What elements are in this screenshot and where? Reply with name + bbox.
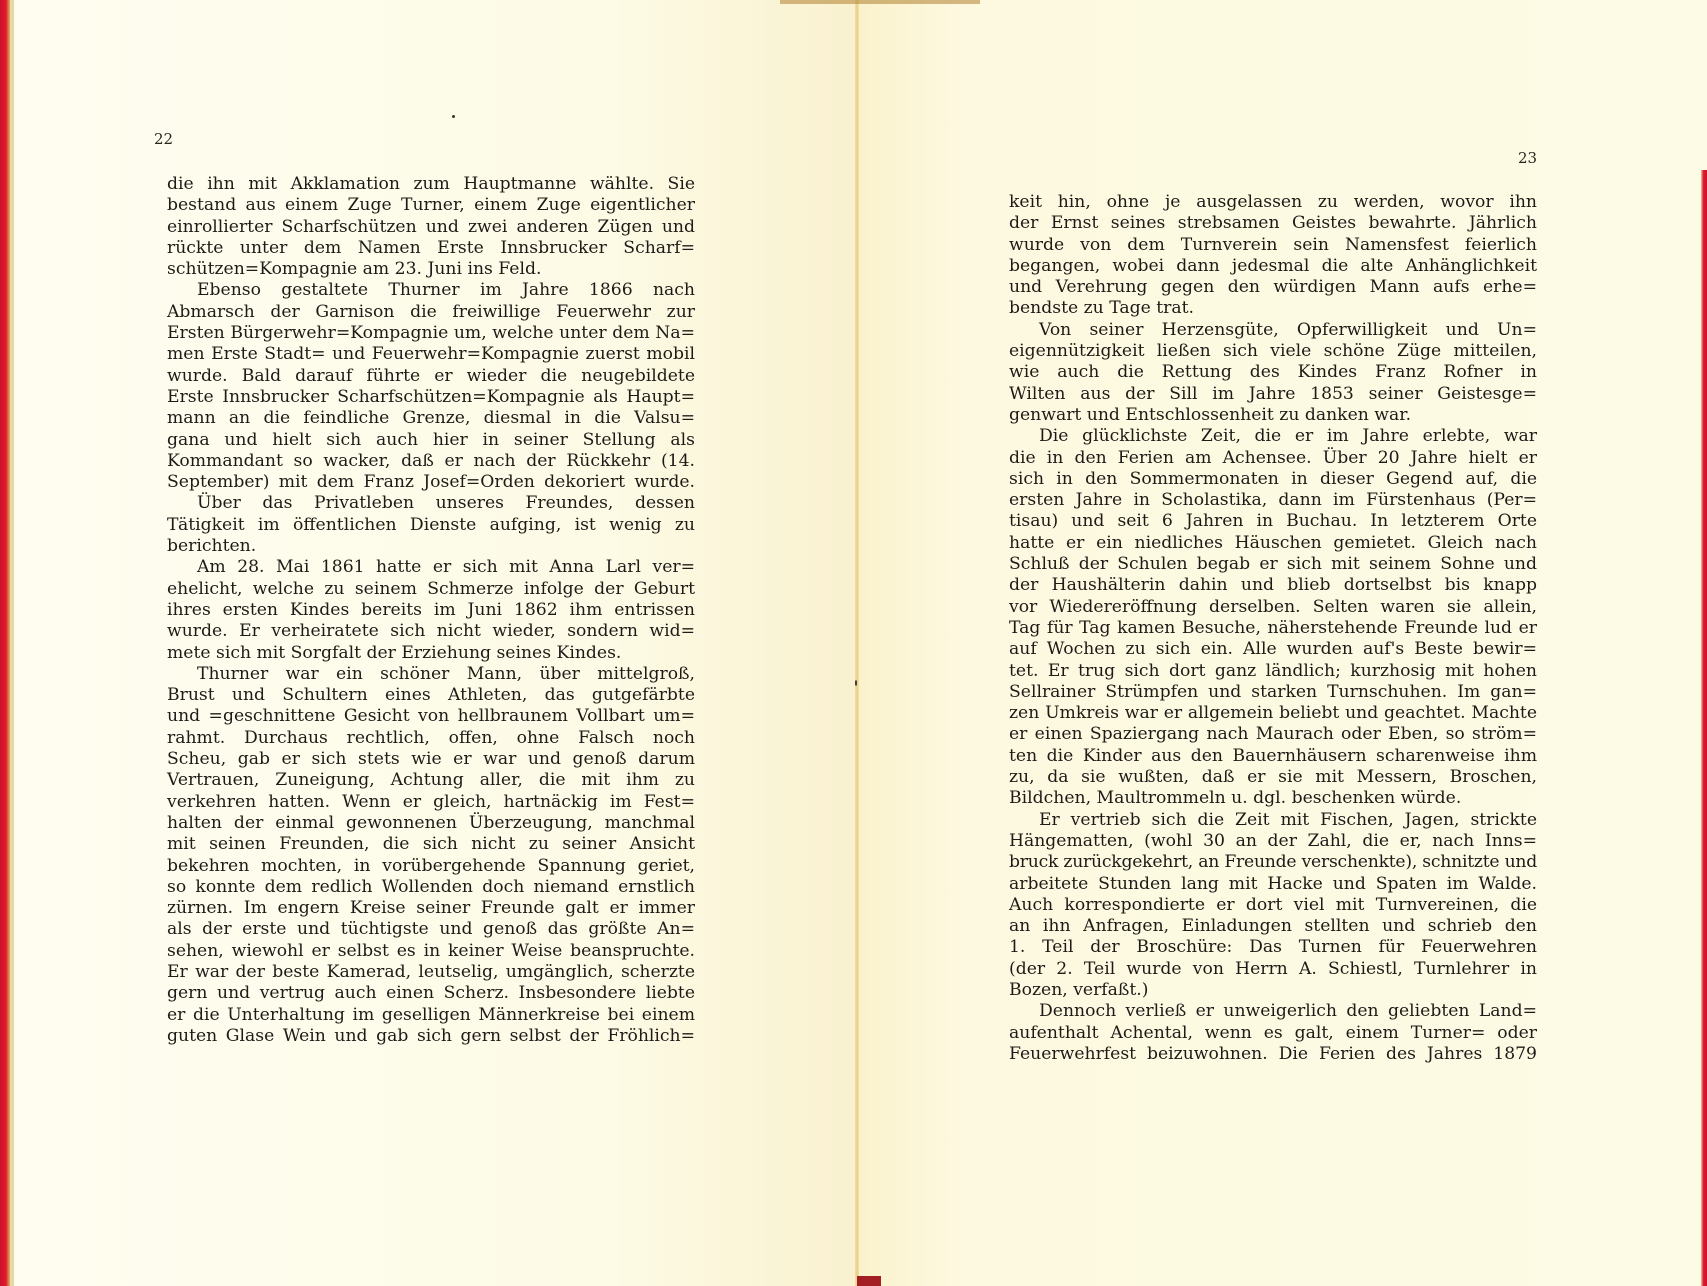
text-line: Über das Privatleben unseres Freundes, dessen (197, 493, 695, 514)
left-page-text (167, 174, 695, 1047)
text-line: einrollierter Scharfschützen und zwei anderen Zügen und (167, 216, 695, 237)
binding-shadow (780, 0, 980, 4)
text-line: Hängematten, (wohl 30 an der Zahl, die er, nach Inns= (1009, 830, 1537, 851)
text-line: der Ernst seines strebsamen Geistes bewahrte. Jährlich (1009, 213, 1537, 234)
text-line: Wilten aus der Sill im Jahre 1853 seiner Geistesge= (1009, 383, 1537, 404)
text-line: ihres ersten Kindes bereits im Juni 1862 ihm entrissen (167, 599, 695, 620)
text-line: mit seinen Freunden, die sich nicht zu seiner Ansicht (167, 834, 695, 855)
text-line: Bozen, verfaßt.) (1009, 979, 1149, 1000)
book-gutter (855, 0, 859, 1286)
text-line: Ersten Bürgerwehr=Kompagnie um, welche unter dem Na= (167, 323, 695, 344)
text-line: guten Glase Wein und gab sich gern selbst der Fröhlich= (167, 1025, 695, 1046)
text-line: vor Wiedereröffnung derselben. Selten waren sie allein, (1009, 596, 1537, 617)
text-line: men Erste Stadt= und Feuerwehr=Kompagnie zuerst mobil (167, 344, 695, 365)
text-line: bruck zurückgekehrt, an Freunde verschenkte), schnitzte und (1009, 852, 1538, 873)
text-line: verkehren hatten. Wenn er gleich, hartnäckig im Fest= (167, 791, 695, 812)
text-line: die in den Ferien am Achensee. Über 20 Jahre hielt er (1009, 447, 1537, 468)
text-line: ehelicht, welche zu seinem Schmerze infolge der Geburt (167, 578, 695, 599)
text-line: Am 28. Mai 1861 hatte er sich mit Anna Larl ver= (197, 557, 695, 578)
text-line: aufenthalt Achental, wenn es galt, einem Turner= oder (1009, 1022, 1537, 1043)
text-line: Dennoch verließ er unweigerlich den geliebten Land= (1039, 1001, 1537, 1022)
text-line: und Verehrung gegen den würdigen Mann aufs erhe= (1009, 277, 1537, 298)
text-line: Abmarsch der Garnison die freiwillige Feuerwehr zur (167, 301, 695, 322)
book-cover-edge-right (1701, 170, 1707, 1286)
text-line: Feuerwehrfest beizuwohnen. Die Ferien des Jahres 1879 (1009, 1043, 1537, 1064)
text-line: Er war der beste Kamerad, leutselig, umgänglich, scherzte (167, 961, 695, 982)
print-speck (855, 680, 857, 686)
page-number-left: 22 (154, 130, 174, 148)
text-line: bendste zu Tage trat. (1009, 298, 1194, 319)
text-line: rahmt. Durchaus rechtlich, offen, ohne Falsch noch (167, 727, 695, 748)
text-line: sich in den Sommermonaten in dieser Gegend auf, die (1009, 468, 1537, 489)
text-line: September) mit dem Franz Josef=Orden dekoriert wurde. (167, 472, 695, 493)
text-line: Vertrauen, Zuneigung, Achtung aller, die mit ihm zu (167, 770, 695, 791)
text-line: Die glücklichste Zeit, die er im Jahre erlebte, war (1039, 426, 1537, 447)
text-line: hatte er ein niedliches Häuschen gemietet. Gleich nach (1009, 532, 1537, 553)
text-line: Ebenso gestaltete Thurner im Jahre 1866 nach (197, 280, 695, 301)
page-number-right: 23 (1518, 149, 1538, 167)
text-line: so konnte dem redlich Wollenden doch niemand ernstlich (167, 876, 695, 897)
text-line: (der 2. Teil wurde von Herrn A. Schiestl, Turnlehrer in (1009, 958, 1537, 979)
text-line: schützen=Kompagnie am 23. Juni ins Feld. (167, 259, 542, 280)
print-speck (452, 115, 455, 118)
text-line: arbeitete Stunden lang mit Hacke und Spaten im Walde. (1009, 873, 1537, 894)
text-line: Er vertrieb sich die Zeit mit Fischen, Jagen, strickte (1039, 809, 1537, 830)
text-line: mete sich mit Sorgfalt der Erziehung seines Kindes. (167, 642, 622, 663)
text-line: Schluß der Schulen begab er sich mit seinem Sohne und (1009, 554, 1537, 575)
text-line: Tag für Tag kamen Besuche, näherstehende Freunde lud er (1009, 617, 1537, 638)
text-line: wurde. Bald darauf führte er wieder die neugebildete (167, 365, 695, 386)
spine-cover-corner (857, 1276, 881, 1286)
text-line: Scheu, gab er sich stets wie er war und genoß darum (167, 749, 695, 770)
book-cover-edge-left (0, 0, 10, 1286)
text-line: auf Wochen zu sich ein. Alle wurden auf's Beste bewir= (1009, 639, 1537, 660)
text-line: wurde von dem Turnverein sein Namensfest feierlich (1009, 234, 1537, 255)
right-page-text (1009, 192, 1537, 1065)
text-line: berichten. (167, 536, 257, 557)
text-line: gana und hielt sich auch hier in seiner Stellung als (167, 429, 695, 450)
text-line: Erste Innsbrucker Scharfschützen=Kompagnie als Haupt= (167, 386, 695, 407)
text-line: an ihn Anfragen, Einladungen stellten und schrieb den (1009, 916, 1537, 937)
text-line: Tätigkeit im öffentlichen Dienste aufging, ist wenig zu (167, 514, 695, 535)
text-line: eigennützigkeit ließen sich viele schöne Züge mitteilen, (1009, 341, 1537, 362)
text-line: zen Umkreis war er allgemein beliebt und geachtet. Machte (1009, 703, 1537, 724)
text-line: ten die Kinder aus den Bauernhäusern scharenweise ihm (1009, 745, 1537, 766)
text-line: er die Unterhaltung im geselligen Männerkreise bei einem (167, 1004, 695, 1025)
text-line: sehen, wiewohl er selbst es in keiner Weise beanspruchte. (167, 940, 695, 961)
text-line: Kommandant so wacker, daß er nach der Rückkehr (14. (167, 450, 695, 471)
text-line: die ihn mit Akklamation zum Hauptmanne wählte. Sie (167, 174, 695, 194)
text-line: Auch korrespondierte er dort viel mit Turnvereinen, die (1009, 894, 1537, 915)
text-line: zürnen. Im engern Kreise seiner Freunde galt er immer (167, 898, 695, 919)
text-line: Thurner war ein schöner Mann, über mittelgroß, (197, 663, 695, 684)
text-line: begangen, wobei dann jedesmal die alte Anhänglichkeit (1009, 255, 1537, 276)
text-line: als der erste und tüchtigste und genoß das größte An= (167, 919, 695, 940)
text-line: wurde. Er verheiratete sich nicht wieder, sondern wid= (167, 621, 695, 642)
text-line: Bildchen, Maultrommeln u. dgl. beschenken würde. (1009, 788, 1462, 809)
text-line: bestand aus einem Zuge Turner, einem Zuge eigentlicher (167, 195, 695, 216)
text-line: rückte unter dem Namen Erste Innsbrucker Scharf= (167, 237, 695, 258)
text-line: tisau) und seit 6 Jahren in Buchau. In letzterem Orte (1009, 511, 1537, 532)
text-line: mann an die feindliche Grenze, diesmal in die Valsu= (167, 408, 695, 429)
text-line: 1. Teil der Broschüre: Das Turnen für Feuerwehren (1009, 937, 1537, 958)
text-line: bekehren mochten, in vorübergehende Spannung geriet, (167, 855, 695, 876)
text-line: tet. Er trug sich dort ganz ländlich; kurzhosig mit hohen (1009, 660, 1537, 681)
text-line: er einen Spaziergang nach Maurach oder Eben, so ström= (1009, 724, 1537, 745)
text-line: zu, da sie wußten, daß er sie mit Messern, Broschen, (1009, 767, 1537, 788)
text-line: genwart und Entschlossenheit zu danken war. (1009, 404, 1412, 425)
text-line: gern und vertrug auch einen Scherz. Insbesondere liebte (167, 983, 695, 1004)
text-line: der Haushälterin dahin und blieb dortselbst bis knapp (1009, 575, 1537, 596)
text-line: keit hin, ohne je ausgelassen zu werden, wovor ihn (1009, 192, 1537, 212)
text-line: Sellrainer Strümpfen und starken Turnschuhen. Im gan= (1009, 681, 1537, 702)
text-line: halten der einmal gewonnenen Überzeugung, manchmal (167, 812, 695, 833)
text-line: ersten Jahre in Scholastika, dann im Fürstenhaus (Per= (1009, 490, 1537, 511)
text-line: Von seiner Herzensgüte, Opferwilligkeit und Un= (1039, 319, 1537, 340)
text-line: Brust und Schultern eines Athleten, das gutgefärbte (167, 685, 695, 706)
text-line: und =geschnittene Gesicht von hellbraunem Vollbart um= (167, 706, 695, 727)
text-line: wie auch die Rettung des Kindes Franz Rofner in (1009, 362, 1537, 383)
